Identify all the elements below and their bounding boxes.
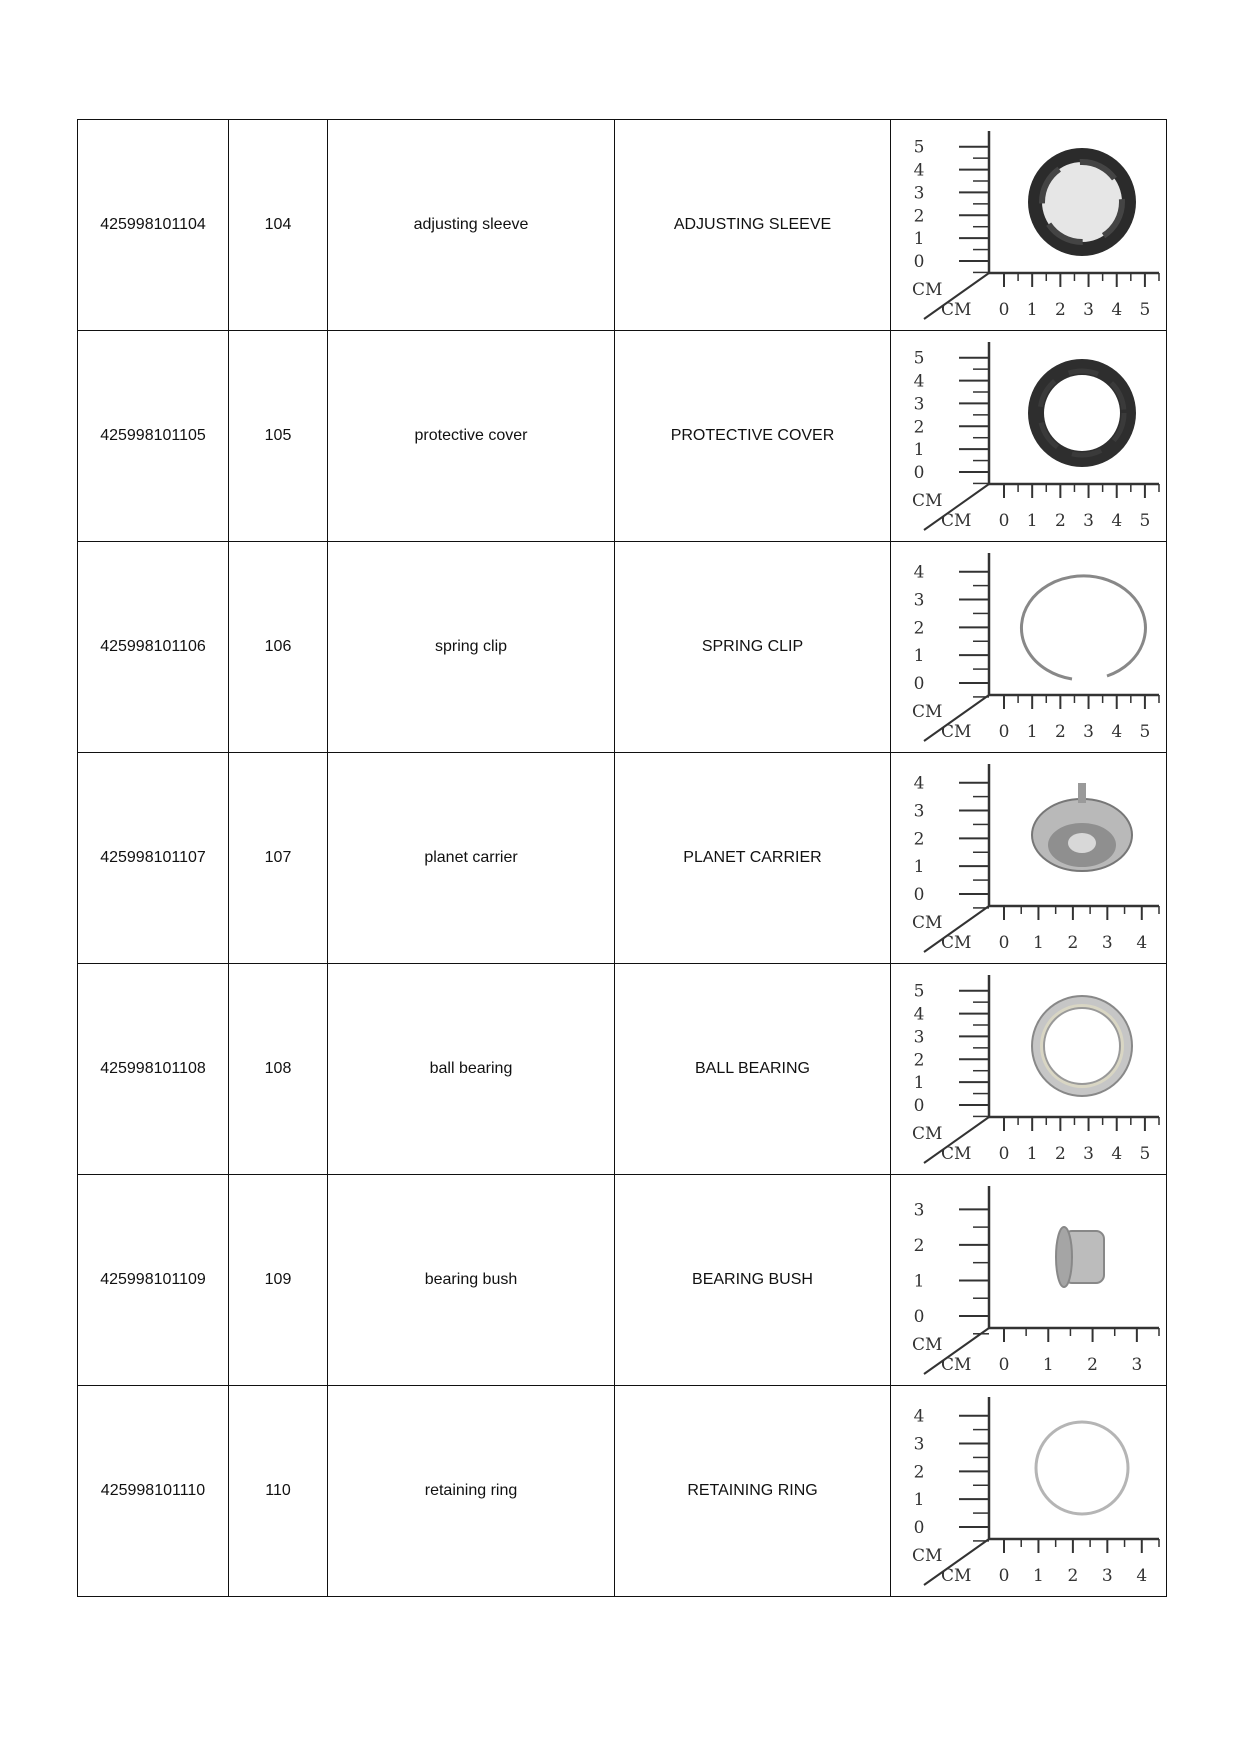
x-scale-label: 0 bbox=[998, 510, 1009, 531]
x-scale-label: 2 bbox=[1054, 721, 1066, 742]
position-cell: 108 bbox=[229, 964, 328, 1175]
y-scale-label: 3 bbox=[913, 1434, 924, 1455]
wire-clip-photo bbox=[1021, 575, 1145, 678]
x-scale-label: 0 bbox=[998, 1143, 1009, 1164]
description-cell: retaining ring bbox=[328, 1386, 615, 1597]
photo-cell bbox=[891, 1175, 1167, 1386]
position-cell: 106 bbox=[229, 542, 328, 753]
y-scale-label: 3 bbox=[913, 393, 924, 414]
photo-cell bbox=[891, 331, 1167, 542]
position-cell: 107 bbox=[229, 753, 328, 964]
position-cell: 109 bbox=[229, 1175, 328, 1386]
y-scale-label: 0 bbox=[913, 462, 924, 483]
part-number-cell: 425998101107 bbox=[78, 753, 229, 964]
unit-label: CM bbox=[940, 1354, 971, 1375]
position-cell: 105 bbox=[229, 331, 328, 542]
y-scale-label: 0 bbox=[913, 251, 924, 272]
position-cell: 110 bbox=[229, 1386, 328, 1597]
unit-label: CM bbox=[911, 1123, 942, 1144]
y-scale-label: 1 bbox=[913, 228, 924, 249]
x-scale-label: 3 bbox=[1101, 932, 1113, 953]
y-scale-label: 0 bbox=[913, 1517, 924, 1538]
description-cell: bearing bush bbox=[328, 1175, 615, 1386]
x-scale-label: 1 bbox=[1032, 1565, 1044, 1586]
x-scale-label: 1 bbox=[1042, 1354, 1054, 1375]
y-scale-label: 4 bbox=[913, 562, 924, 583]
x-scale-label: 5 bbox=[1138, 510, 1150, 531]
table-row bbox=[78, 964, 1167, 1175]
y-scale-label: 4 bbox=[913, 371, 924, 392]
table-row bbox=[78, 542, 1167, 753]
x-scale-label: 0 bbox=[998, 1354, 1009, 1375]
unit-label: CM bbox=[940, 510, 971, 531]
description-cell: planet carrier bbox=[328, 753, 615, 964]
measurement-photo bbox=[894, 1178, 1164, 1383]
x-scale-label: 3 bbox=[1082, 1143, 1094, 1164]
table-row bbox=[78, 1386, 1167, 1597]
x-scale-label: 3 bbox=[1101, 1565, 1113, 1586]
x-scale-label: 3 bbox=[1082, 299, 1094, 320]
photo-cell bbox=[891, 120, 1167, 331]
measurement-photo bbox=[894, 756, 1164, 961]
x-scale-label: 3 bbox=[1082, 510, 1094, 531]
x-scale-label: 4 bbox=[1135, 932, 1147, 953]
unit-label: CM bbox=[911, 279, 942, 300]
y-scale-label: 1 bbox=[913, 1270, 924, 1291]
unit-label: CM bbox=[911, 490, 942, 511]
x-scale-label: 4 bbox=[1110, 299, 1122, 320]
x-scale-label: 3 bbox=[1130, 1354, 1142, 1375]
measurement-photo bbox=[894, 545, 1164, 750]
y-scale-label: 2 bbox=[913, 1049, 924, 1070]
x-scale-label: 1 bbox=[1026, 299, 1038, 320]
x-scale-label: 1 bbox=[1026, 510, 1038, 531]
y-scale-label: 4 bbox=[913, 1406, 924, 1427]
x-scale-label: 2 bbox=[1086, 1354, 1098, 1375]
table-row bbox=[78, 753, 1167, 964]
x-scale-label: 1 bbox=[1026, 1143, 1038, 1164]
part-number-cell: 425998101108 bbox=[78, 964, 229, 1175]
part-number-cell: 425998101105 bbox=[78, 331, 229, 542]
description-cell: ball bearing bbox=[328, 964, 615, 1175]
table-row bbox=[78, 331, 1167, 542]
y-scale-label: 3 bbox=[913, 590, 924, 611]
position-cell: 104 bbox=[229, 120, 328, 331]
y-scale-label: 5 bbox=[913, 137, 924, 158]
x-scale-label: 3 bbox=[1082, 721, 1094, 742]
description-upper-cell: ADJUSTING SLEEVE bbox=[615, 120, 891, 331]
x-scale-label: 0 bbox=[998, 1565, 1009, 1586]
x-scale-label: 1 bbox=[1032, 932, 1044, 953]
unit-label: CM bbox=[940, 932, 971, 953]
y-scale-label: 1 bbox=[913, 856, 924, 877]
description-cell: protective cover bbox=[328, 331, 615, 542]
y-scale-label: 1 bbox=[913, 1489, 924, 1510]
description-upper-cell: BEARING BUSH bbox=[615, 1175, 891, 1386]
x-scale-label: 5 bbox=[1138, 1143, 1150, 1164]
x-scale-label: 5 bbox=[1138, 299, 1150, 320]
unit-label: CM bbox=[911, 701, 942, 722]
y-scale-label: 5 bbox=[913, 348, 924, 369]
unit-label: CM bbox=[940, 1565, 971, 1586]
ring-seal-photo bbox=[1028, 148, 1136, 256]
x-scale-label: 4 bbox=[1110, 721, 1122, 742]
unit-label: CM bbox=[940, 721, 971, 742]
part-number-cell: 425998101110 bbox=[78, 1386, 229, 1597]
unit-label: CM bbox=[940, 1143, 971, 1164]
x-scale-label: 2 bbox=[1054, 510, 1066, 531]
x-scale-label: 2 bbox=[1054, 299, 1066, 320]
photo-cell bbox=[891, 753, 1167, 964]
y-scale-label: 2 bbox=[913, 416, 924, 437]
unit-label: CM bbox=[940, 299, 971, 320]
measurement-photo bbox=[894, 1389, 1164, 1594]
y-scale-label: 2 bbox=[913, 1235, 924, 1256]
measurement-photo bbox=[894, 334, 1164, 539]
y-scale-label: 3 bbox=[913, 1199, 924, 1220]
x-scale-label: 4 bbox=[1135, 1565, 1147, 1586]
y-scale-label: 1 bbox=[913, 645, 924, 666]
x-scale-label: 2 bbox=[1066, 1565, 1078, 1586]
description-cell: adjusting sleeve bbox=[328, 120, 615, 331]
x-scale-label: 2 bbox=[1054, 1143, 1066, 1164]
part-number-cell: 425998101106 bbox=[78, 542, 229, 753]
y-scale-label: 2 bbox=[913, 205, 924, 226]
x-scale-label: 5 bbox=[1138, 721, 1150, 742]
photo-cell bbox=[891, 964, 1167, 1175]
y-scale-label: 1 bbox=[913, 1072, 924, 1093]
unit-label: CM bbox=[911, 1545, 942, 1566]
y-scale-label: 3 bbox=[913, 801, 924, 822]
table-row bbox=[78, 1175, 1167, 1386]
part-number-cell: 425998101109 bbox=[78, 1175, 229, 1386]
y-scale-label: 5 bbox=[913, 981, 924, 1002]
measurement-photo bbox=[894, 123, 1164, 328]
photo-cell bbox=[891, 542, 1167, 753]
y-scale-label: 0 bbox=[913, 884, 924, 905]
x-scale-label: 1 bbox=[1026, 721, 1038, 742]
unit-label: CM bbox=[911, 1334, 942, 1355]
measurement-photo bbox=[894, 967, 1164, 1172]
thin-ring-photo bbox=[1036, 1422, 1128, 1514]
description-cell: spring clip bbox=[328, 542, 615, 753]
y-scale-label: 0 bbox=[913, 673, 924, 694]
y-scale-label: 0 bbox=[913, 1306, 924, 1327]
y-scale-label: 2 bbox=[913, 828, 924, 849]
x-scale-label: 0 bbox=[998, 299, 1009, 320]
y-scale-label: 2 bbox=[913, 617, 924, 638]
y-scale-label: 3 bbox=[913, 1026, 924, 1047]
cover-ring-photo bbox=[1028, 359, 1136, 467]
photo-cell bbox=[891, 1386, 1167, 1597]
x-scale-label: 2 bbox=[1066, 932, 1078, 953]
x-scale-label: 4 bbox=[1110, 510, 1122, 531]
x-scale-label: 4 bbox=[1110, 1143, 1122, 1164]
part-number-cell: 425998101104 bbox=[78, 120, 229, 331]
description-upper-cell: SPRING CLIP bbox=[615, 542, 891, 753]
description-upper-cell: PROTECTIVE COVER bbox=[615, 331, 891, 542]
y-scale-label: 4 bbox=[913, 1004, 924, 1025]
parts-table bbox=[77, 119, 1167, 1597]
table-row bbox=[78, 120, 1167, 331]
x-scale-label: 0 bbox=[998, 932, 1009, 953]
y-scale-label: 3 bbox=[913, 182, 924, 203]
x-scale-label: 0 bbox=[998, 721, 1009, 742]
description-upper-cell: BALL BEARING bbox=[615, 964, 891, 1175]
description-upper-cell: PLANET CARRIER bbox=[615, 753, 891, 964]
carrier-photo bbox=[1032, 783, 1132, 871]
bush-photo bbox=[1056, 1227, 1104, 1287]
description-upper-cell: RETAINING RING bbox=[615, 1386, 891, 1597]
unit-label: CM bbox=[911, 912, 942, 933]
y-scale-label: 1 bbox=[913, 439, 924, 460]
y-scale-label: 4 bbox=[913, 773, 924, 794]
y-scale-label: 4 bbox=[913, 160, 924, 181]
bearing-photo bbox=[1032, 996, 1132, 1096]
parts-table-body bbox=[78, 120, 1167, 1597]
y-scale-label: 2 bbox=[913, 1461, 924, 1482]
y-scale-label: 0 bbox=[913, 1095, 924, 1116]
